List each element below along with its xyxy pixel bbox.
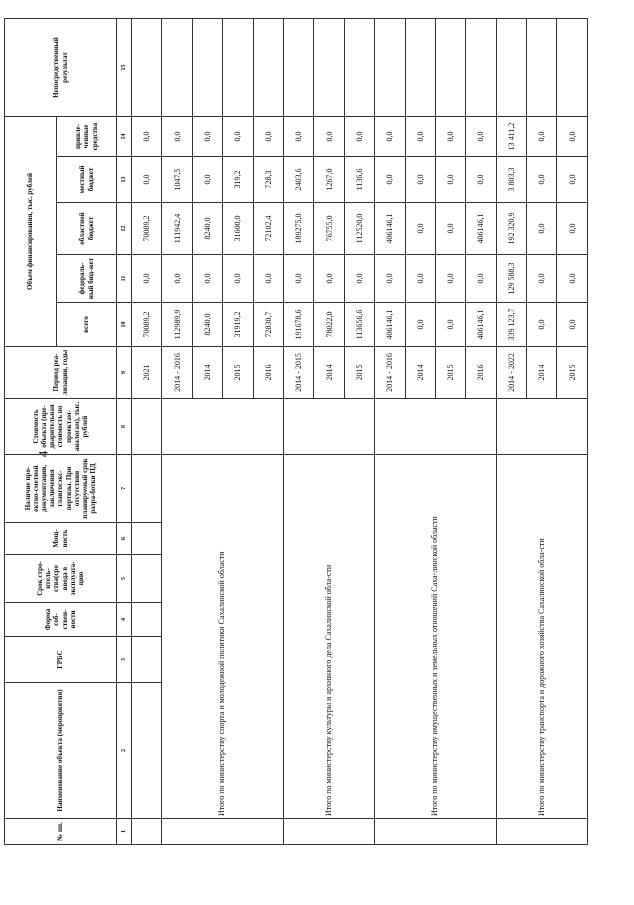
result-cell <box>162 19 192 117</box>
regional-cell: 0,0 <box>557 203 588 255</box>
regional-cell: 0,0 <box>527 203 557 255</box>
federal-cell: 0,0 <box>375 255 405 303</box>
header-col10: всего <box>57 303 117 347</box>
cost-cell <box>375 399 497 455</box>
regional-cell: 111942,4 <box>162 203 192 255</box>
column-number: 1 <box>117 819 132 845</box>
attracted-cell: 0,0 <box>344 117 374 157</box>
regional-cell: 8240,0 <box>192 203 222 255</box>
group-name-cell: Итого по министерству имущественных и земельных отношений Саха-линской области <box>375 455 497 819</box>
total-cell: 31919,2 <box>223 303 253 347</box>
column-number: 5 <box>117 555 132 603</box>
total-cell: 8240,0 <box>192 303 222 347</box>
attracted-cell: 0,0 <box>283 117 313 157</box>
header-col6: Мощ-ность <box>5 523 117 555</box>
regional-cell: 72102,4 <box>253 203 283 255</box>
total-cell: 112989,9 <box>162 303 192 347</box>
federal-cell: 0,0 <box>435 255 465 303</box>
result-cell <box>405 19 435 117</box>
header-col7: Наличие про-ектно-сметной документации, заключения главгосэкс-пертизы. При отсутствии планируемый срок разра-ботки ПД <box>5 455 117 523</box>
result-cell <box>527 19 557 117</box>
column-number-row <box>117 19 132 845</box>
header-col13: местный бюджет <box>57 157 117 203</box>
num-cell <box>283 819 374 845</box>
header-col2: Наименование объекта (мероприятия) <box>5 683 117 819</box>
column-number: 11 <box>117 255 132 303</box>
local-cell: 0,0 <box>435 157 465 203</box>
period-cell: 2014 - 2016 <box>375 347 405 399</box>
federal-cell: 129 588,3 <box>496 255 526 303</box>
header-finance-group: Объем финансирования, тыс. рублей <box>5 117 57 347</box>
column-number: 13 <box>117 157 132 203</box>
attracted-cell: 0,0 <box>557 117 588 157</box>
header-col4: Форма соб-ствен-ности <box>5 603 117 637</box>
empty-cell <box>132 523 162 555</box>
header-col14: привле-ченные средства <box>57 117 117 157</box>
total-cell: 191678,6 <box>283 303 313 347</box>
regional-cell: 192 320,9 <box>496 203 526 255</box>
attracted-cell: 0,0 <box>162 117 192 157</box>
total-cell: 70089,2 <box>132 303 162 347</box>
header-col8: Стоимость объекта (пре-дварительная стоимость по проектам-аналогам), тыс. рублей <box>5 399 117 455</box>
local-cell: 3 803,3 <box>496 157 526 203</box>
result-cell <box>132 19 162 117</box>
column-number: 3 <box>117 637 132 683</box>
attracted-cell: 0,0 <box>132 117 162 157</box>
group-name-cell: Итого по министерству спорта и молодежной политики Сахалинской области <box>162 455 284 819</box>
federal-cell: 0,0 <box>466 255 496 303</box>
column-number: 15 <box>117 19 132 117</box>
local-cell: 728,3 <box>253 157 283 203</box>
attracted-cell: 0,0 <box>435 117 465 157</box>
period-cell: 2015 <box>435 347 465 399</box>
federal-cell: 0,0 <box>192 255 222 303</box>
result-cell <box>223 19 253 117</box>
result-cell <box>496 19 526 117</box>
regional-cell: 406146,1 <box>466 203 496 255</box>
empty-cell <box>132 819 162 845</box>
cost-cell <box>496 399 587 455</box>
local-cell: 1136,6 <box>344 157 374 203</box>
column-number: 7 <box>117 455 132 523</box>
group-name-cell: Итого по министерству транспорта и дорожного хозяйства Сахалинской обла-сти <box>496 455 587 819</box>
attracted-cell: 0,0 <box>375 117 405 157</box>
period-cell: 2015 <box>344 347 374 399</box>
regional-cell: 31600,0 <box>223 203 253 255</box>
empty-cell <box>132 399 162 455</box>
federal-cell: 0,0 <box>132 255 162 303</box>
period-cell: 2016 <box>253 347 283 399</box>
empty-cell <box>132 555 162 603</box>
financing-table <box>4 18 588 845</box>
table-row <box>496 19 526 845</box>
total-cell: 339 123,7 <box>496 303 526 347</box>
local-cell: 0,0 <box>132 157 162 203</box>
header-col1: № пп. <box>5 819 117 845</box>
table-row <box>283 19 313 845</box>
total-cell: 0,0 <box>527 303 557 347</box>
total-cell: 0,0 <box>435 303 465 347</box>
federal-cell: 0,0 <box>253 255 283 303</box>
federal-cell: 0,0 <box>162 255 192 303</box>
num-cell <box>162 819 284 845</box>
result-cell <box>375 19 405 117</box>
table-row <box>132 19 162 845</box>
federal-cell: 0,0 <box>283 255 313 303</box>
column-number: 14 <box>117 117 132 157</box>
column-number: 8 <box>117 399 132 455</box>
local-cell: 2403,6 <box>283 157 313 203</box>
num-cell <box>375 819 497 845</box>
attracted-cell: 0,0 <box>527 117 557 157</box>
column-number: 4 <box>117 603 132 637</box>
total-cell: 0,0 <box>405 303 435 347</box>
column-number: 6 <box>117 523 132 555</box>
cost-cell <box>162 399 284 455</box>
local-cell: 1267,0 <box>314 157 344 203</box>
header-col15: Непосредственный результат <box>5 19 117 117</box>
period-cell: 2016 <box>466 347 496 399</box>
period-cell: 2021 <box>132 347 162 399</box>
federal-cell: 0,0 <box>527 255 557 303</box>
result-cell <box>435 19 465 117</box>
local-cell: 0,0 <box>557 157 588 203</box>
column-number: 9 <box>117 347 132 399</box>
total-cell: 78022,0 <box>314 303 344 347</box>
local-cell: 0,0 <box>527 157 557 203</box>
local-cell: 0,0 <box>405 157 435 203</box>
regional-cell: 0,0 <box>435 203 465 255</box>
regional-cell: 406146,1 <box>375 203 405 255</box>
attracted-cell: 0,0 <box>192 117 222 157</box>
total-cell: 406146,1 <box>466 303 496 347</box>
column-number: 2 <box>117 683 132 819</box>
attracted-cell: 13 411,2 <box>496 117 526 157</box>
period-cell: 2014 <box>405 347 435 399</box>
header-col3: ГРБС <box>5 637 117 683</box>
local-cell: 0,0 <box>192 157 222 203</box>
federal-cell: 0,0 <box>223 255 253 303</box>
attracted-cell: 0,0 <box>223 117 253 157</box>
table-body <box>132 19 588 845</box>
empty-cell <box>132 603 162 637</box>
local-cell: 0,0 <box>466 157 496 203</box>
group-name-cell: Итого по министерству культуры и архивного дела Сахалинской обла-сти <box>283 455 374 819</box>
period-cell: 2014 - 2015 <box>283 347 313 399</box>
header-col12: областной бюджет <box>57 203 117 255</box>
attracted-cell: 0,0 <box>466 117 496 157</box>
result-cell <box>253 19 283 117</box>
header-col11: федераль-ный бюд-жет <box>57 255 117 303</box>
period-cell: 2015 <box>557 347 588 399</box>
regional-cell: 0,0 <box>405 203 435 255</box>
cost-cell <box>283 399 374 455</box>
total-cell: 113656,6 <box>344 303 374 347</box>
column-number: 10 <box>117 303 132 347</box>
num-cell <box>496 819 587 845</box>
total-cell: 0,0 <box>557 303 588 347</box>
attracted-cell: 0,0 <box>314 117 344 157</box>
federal-cell: 0,0 <box>314 255 344 303</box>
period-cell: 2014 <box>527 347 557 399</box>
header-col5: Срок стро-итель-ства(сро ввода в эксплуата-цию <box>5 555 117 603</box>
empty-cell <box>132 683 162 819</box>
period-cell: 2014 - 2022 <box>496 347 526 399</box>
result-cell <box>557 19 588 117</box>
header-col9: Период реа-лизации, годы <box>5 347 117 399</box>
empty-cell <box>132 637 162 683</box>
regional-cell: 76755,0 <box>314 203 344 255</box>
column-number: 12 <box>117 203 132 255</box>
local-cell: 1047,5 <box>162 157 192 203</box>
local-cell: 319,2 <box>223 157 253 203</box>
regional-cell: 112520,0 <box>344 203 374 255</box>
result-cell <box>314 19 344 117</box>
total-cell: 406146,1 <box>375 303 405 347</box>
period-cell: 2014 - 2016 <box>162 347 192 399</box>
federal-cell: 0,0 <box>344 255 374 303</box>
federal-cell: 0,0 <box>405 255 435 303</box>
result-cell <box>344 19 374 117</box>
total-cell: 72830,7 <box>253 303 283 347</box>
page-number: 4 <box>35 450 51 458</box>
local-cell: 0,0 <box>375 157 405 203</box>
result-cell <box>192 19 222 117</box>
table-row <box>162 19 192 845</box>
attracted-cell: 0,0 <box>405 117 435 157</box>
period-cell: 2014 <box>314 347 344 399</box>
attracted-cell: 0,0 <box>253 117 283 157</box>
empty-cell <box>132 455 162 523</box>
result-cell <box>466 19 496 117</box>
period-cell: 2014 <box>192 347 222 399</box>
regional-cell: 189275,0 <box>283 203 313 255</box>
result-cell <box>283 19 313 117</box>
regional-cell: 70089,2 <box>132 203 162 255</box>
table-row <box>375 19 405 845</box>
federal-cell: 0,0 <box>557 255 588 303</box>
period-cell: 2015 <box>223 347 253 399</box>
